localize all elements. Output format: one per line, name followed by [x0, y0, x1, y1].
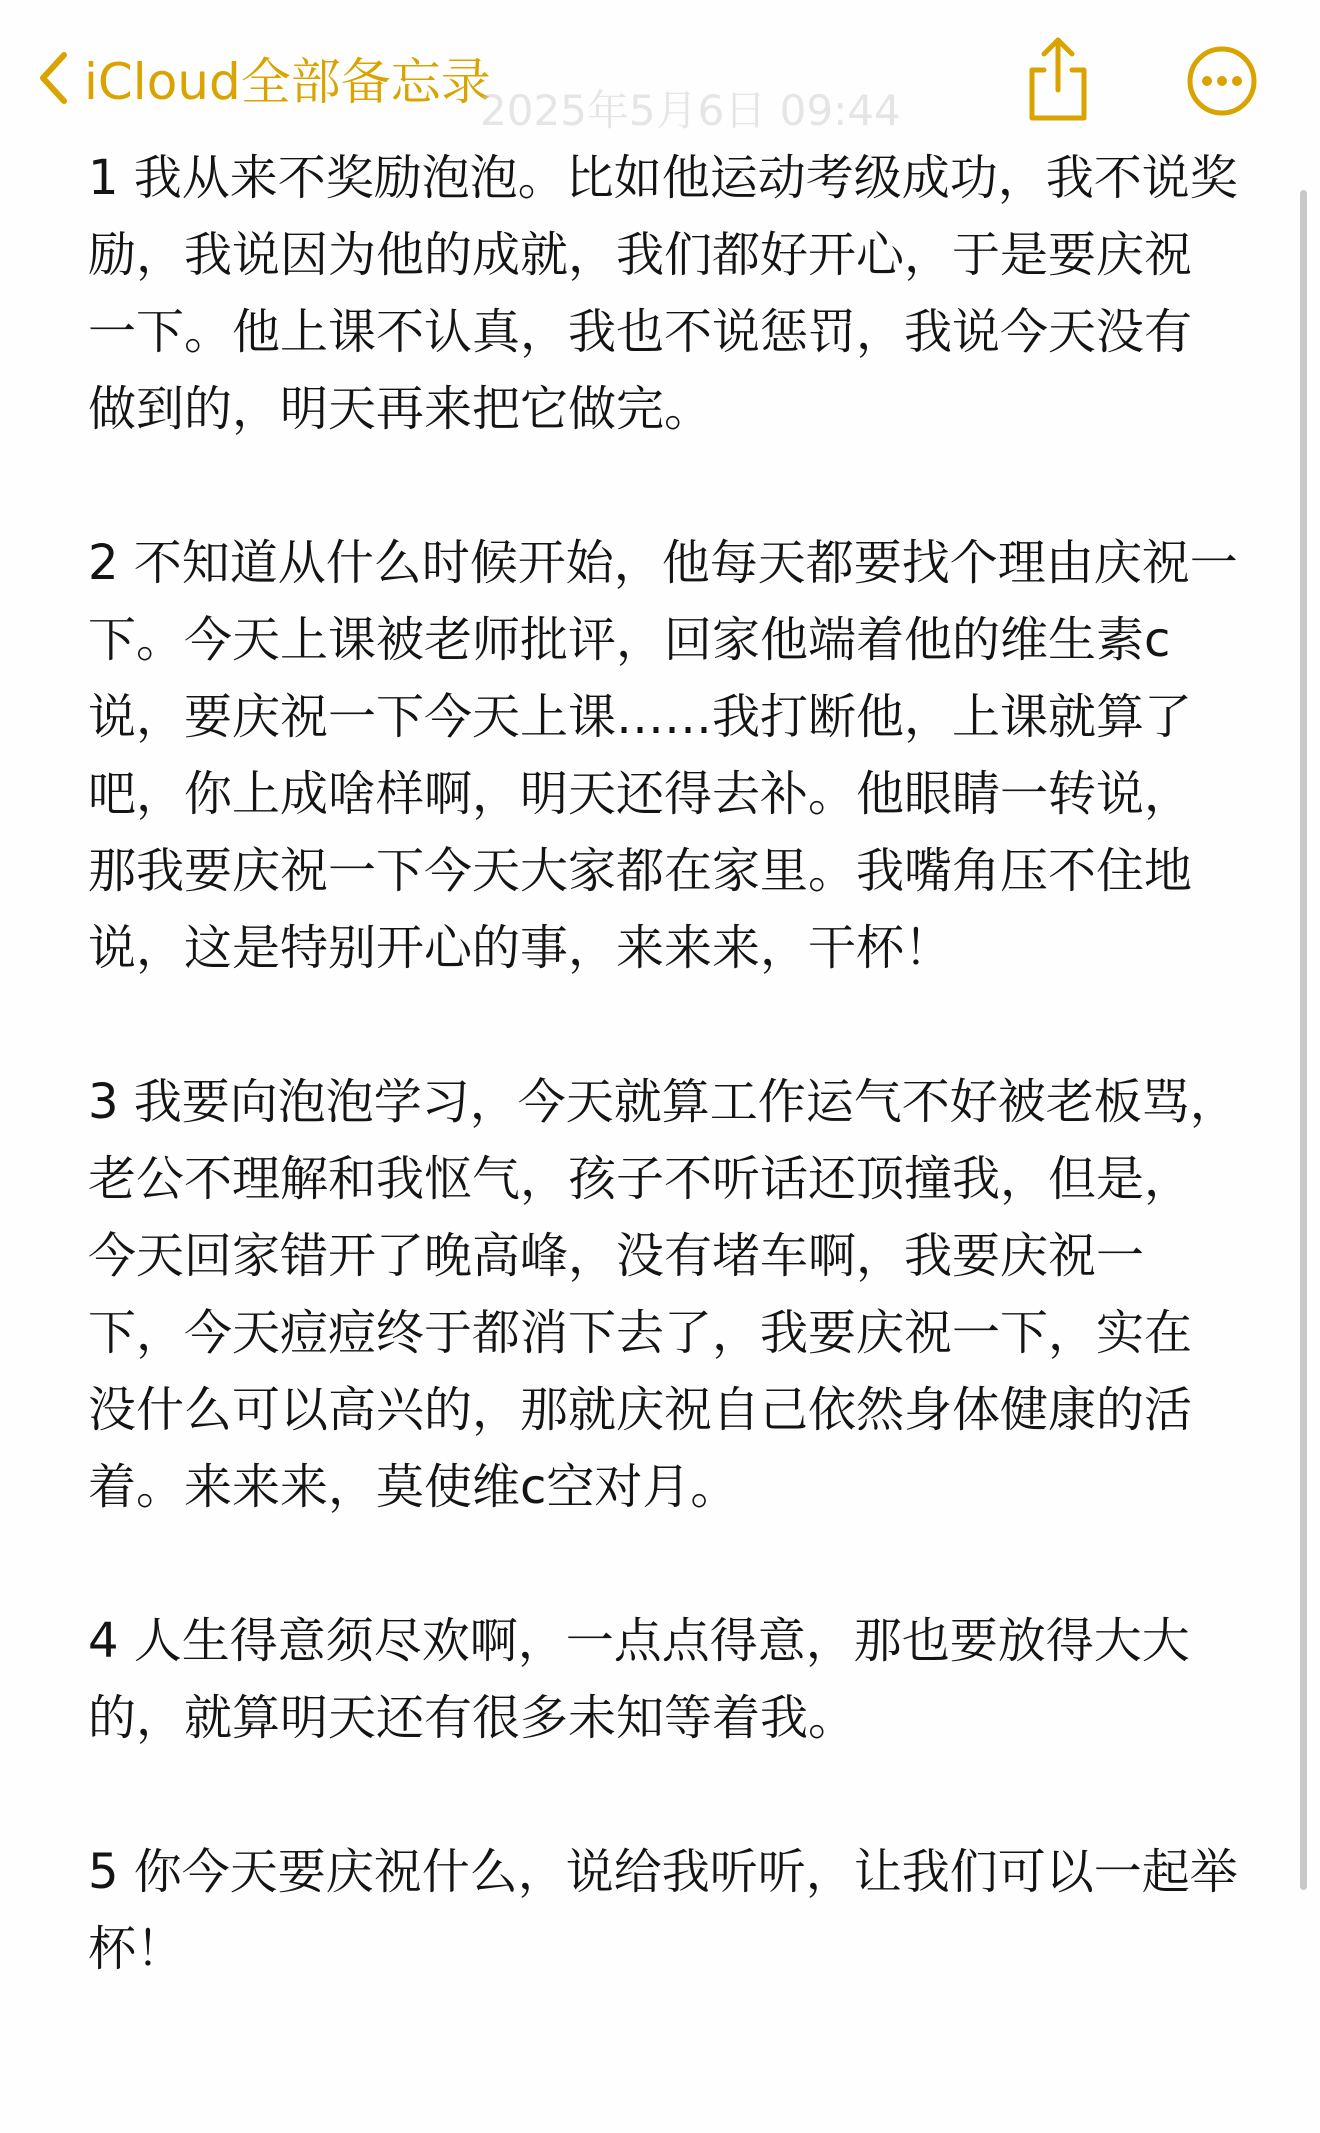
navigation-bar — [0, 0, 1320, 140]
more-icon — [1185, 103, 1259, 122]
scrollbar[interactable] — [1300, 190, 1307, 1890]
note-paragraph: 1 我从来不奖励泡泡。比如他运动考级成功，我不说奖励，我说因为他的成就，我们都好开心，于是要庆祝一下。他上课不认真，我也不说惩罚，我说今天没有做到的，明天再来把它做完。 — [88, 150, 1238, 437]
share-icon — [1018, 109, 1098, 128]
note-paragraph: 3 我要向泡泡学习，今天就算工作运气不好被老板骂，老公不理解和我怄气，孩子不听话还顶撞我，但是，今天回家错开了晚高峰，没有堵车啊，我要庆祝一下，今天痘痘终于都消下去了，我要庆祝一下，实在没什么可以高兴的，那就庆祝自己依然身体健康的活着。来来来，莫使维c空对月。 — [88, 1074, 1238, 1515]
share-button[interactable] — [1018, 34, 1098, 124]
more-button[interactable] — [1185, 44, 1259, 118]
back-label: iCloud全部备忘录 — [84, 53, 491, 111]
note-paragraph: 5 你今天要庆祝什么，说给我听听，让我们可以一起举杯！ — [88, 1844, 1238, 1977]
note-paragraph: 4 人生得意须尽欢啊，一点点得意，那也要放得大大的，就算明天还有很多未知等着我。 — [88, 1613, 1190, 1746]
chevron-left-icon — [38, 51, 68, 105]
back-button[interactable] — [38, 42, 491, 114]
note-paragraph: 2 不知道从什么时候开始，他每天都要找个理由庆祝一下。今天上课被老师批评，回家他端着他的维生素c说，要庆祝一下今天上课……我打断他，上课就算了吧，你上成啥样啊，明天还得去补。他眼睛一转说，那我要庆祝一下今天大家都在家里。我嘴角压不住地说，这是特别开心的事，来来来，干杯！ — [88, 535, 1238, 976]
note-timestamp: 2025年5月6日 09:44 — [480, 86, 901, 135]
note-body[interactable] — [88, 140, 1238, 1988]
